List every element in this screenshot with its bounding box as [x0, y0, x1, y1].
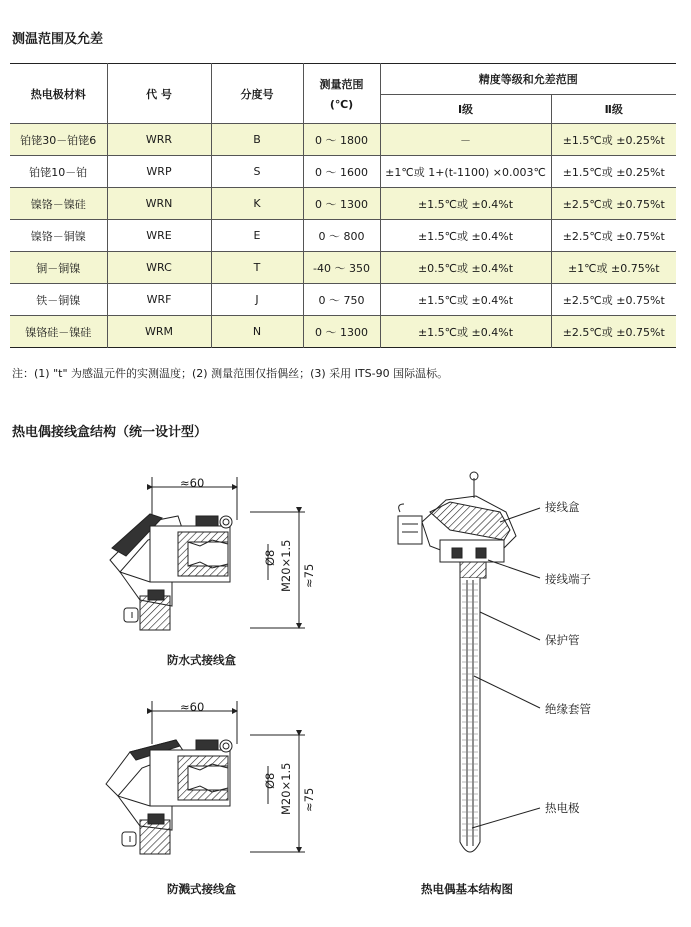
box1-width-dim: ≈60: [180, 476, 205, 490]
label-insulator: 绝缘套管: [545, 702, 591, 716]
cell-class1: ±0.5℃或 ±0.4%t: [380, 252, 551, 284]
cell-code: WRP: [107, 156, 211, 188]
cell-class2: ±2.5℃或 ±0.75%t: [551, 284, 676, 316]
cell-material: 铂铑30－铂铑6: [10, 124, 107, 156]
box1-height-dim: ≈75: [302, 563, 316, 588]
label-terminal: 接线端子: [545, 572, 591, 586]
header-code: 代 号: [107, 64, 211, 124]
box1-caption: 防水式接线盒: [167, 653, 236, 667]
header-graduation: 分度号: [211, 64, 303, 124]
cell-class2: ±2.5℃或 ±0.75%t: [551, 220, 676, 252]
cell-class2: ±1℃或 ±0.75%t: [551, 252, 676, 284]
cell-class1: －: [380, 124, 551, 156]
section2-title: 热电偶接线盒结构（统一设计型）: [12, 425, 208, 440]
cell-code: WRC: [107, 252, 211, 284]
cell-range: 0 ～ 1600: [303, 156, 380, 188]
label-box: 接线盒: [545, 500, 580, 514]
section1-title: 测温范围及允差: [12, 32, 104, 47]
label-tube: 保护管: [545, 633, 580, 647]
cell-class2: ±2.5℃或 ±0.75%t: [551, 188, 676, 220]
table-note: 注：(1) "t" 为感温元件的实测温度；(2) 测量范围仅指偶丝；(3) 采用 ITS-90 国际温标。: [12, 367, 449, 380]
cell-range: 0 ～ 1800: [303, 124, 380, 156]
assembly-caption: 热电偶基本结构图: [421, 882, 513, 896]
header-range-line1: 测量范围: [319, 78, 364, 91]
cell-graduation: S: [211, 156, 303, 188]
cell-code: WRR: [107, 124, 211, 156]
cell-material: 铂铑10－铂: [10, 156, 107, 188]
cell-class2: ±1.5℃或 ±0.25%t: [551, 124, 676, 156]
cell-code: WRN: [107, 188, 211, 220]
cell-range: 0 ～ 1300: [303, 316, 380, 348]
cell-class1: ±1.5℃或 ±0.4%t: [380, 316, 551, 348]
header-accuracy: 精度等级和允差范围: [380, 64, 676, 95]
cell-class1: ±1℃或 1+(t-1100) ×0.003℃: [380, 156, 551, 188]
cell-graduation: K: [211, 188, 303, 220]
box2-caption: 防溅式接线盒: [167, 882, 236, 896]
cell-class1: ±1.5℃或 ±0.4%t: [380, 188, 551, 220]
cell-graduation: J: [211, 284, 303, 316]
cell-code: WRE: [107, 220, 211, 252]
cell-material: 镍铬硅－镍硅: [10, 316, 107, 348]
cell-range: 0 ～ 800: [303, 220, 380, 252]
box2-height-dim: ≈75: [302, 787, 316, 812]
cell-class1: ±1.5℃或 ±0.4%t: [380, 284, 551, 316]
header-material: 热电极材料: [30, 87, 86, 101]
cell-class1: ±1.5℃或 ±0.4%t: [380, 220, 551, 252]
header-range-line2: (℃): [329, 98, 354, 111]
cell-material: 镍铬－铜镍: [10, 220, 107, 252]
box2-dia-dim: Ø8: [263, 772, 277, 789]
box1-thread-dim: M20×1.5: [279, 539, 293, 592]
cell-graduation: T: [211, 252, 303, 284]
label-electrode: 热电极: [545, 801, 580, 815]
cell-material: 镍铬－镍硅: [10, 188, 107, 220]
cell-range: -40 ～ 350: [303, 252, 380, 284]
cell-material: 铁－铜镍: [10, 284, 107, 316]
cell-graduation: N: [211, 316, 303, 348]
box2-width-dim: ≈60: [180, 700, 205, 714]
box2-thread-dim: M20×1.5: [279, 762, 293, 815]
cell-graduation: B: [211, 124, 303, 156]
cell-range: 0 ～ 750: [303, 284, 380, 316]
cell-code: WRM: [107, 316, 211, 348]
cell-range: 0 ～ 1300: [303, 188, 380, 220]
header-class2: Ⅱ级: [551, 95, 676, 124]
header-class1: Ⅰ级: [380, 95, 551, 124]
cell-class2: ±1.5℃或 ±0.25%t: [551, 156, 676, 188]
cell-graduation: E: [211, 220, 303, 252]
box1-dia-dim: Ø8: [263, 549, 277, 566]
cell-code: WRF: [107, 284, 211, 316]
cell-material: 铜－铜镍: [10, 252, 107, 284]
cell-class2: ±2.5℃或 ±0.75%t: [551, 316, 676, 348]
